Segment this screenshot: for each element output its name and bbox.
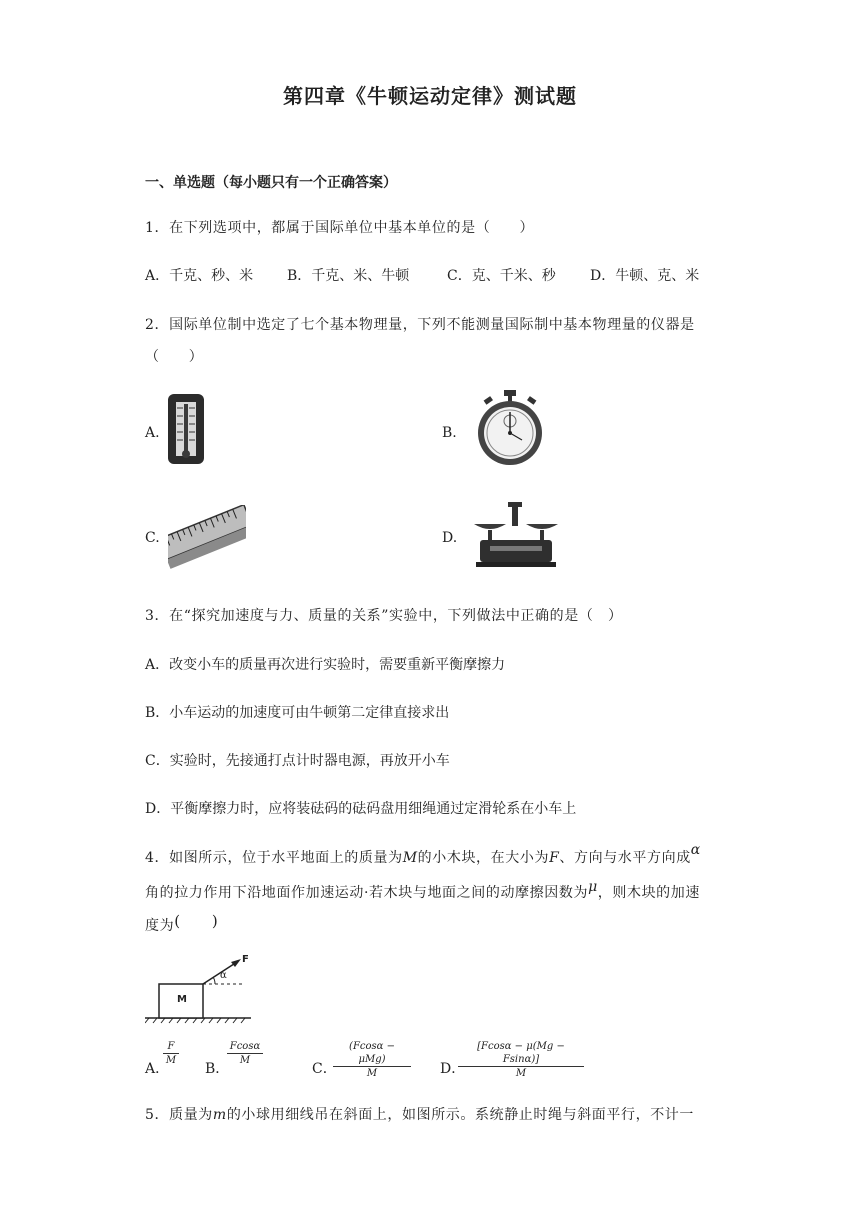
question-2-label-a: A. [145,425,160,441]
block-mass-label: M [177,994,187,1005]
ruler-icon [168,505,246,573]
question-1-option-d: D．牛顿、克、米 [590,268,700,284]
force-label: F [242,954,249,965]
question-1-option-a: A．千克、秒、米 [145,268,254,284]
question-4-stem-line3: 度为( ) [145,912,219,934]
question-4-option-d-label: D． [440,1061,466,1077]
section-heading: 一、单选题（每小题只有一个正确答案） [145,175,397,191]
symbol-small-mass: m [212,1107,227,1123]
question-2-label-b: B. [442,425,457,441]
question-1-option-b: B．千克、米、牛顿 [287,268,410,284]
question-2-stem-line2: （ ） [145,349,204,365]
question-4-option-b-label: B． [205,1061,230,1077]
angle-label: α [220,970,227,981]
question-1-stem: 1．在下列选项中，都属于国际单位中基本单位的是（ ） [145,220,535,236]
question-4-option-c-formula: (Fcosα − μMg) M [333,1040,411,1080]
question-4-option-d-formula: $\frac{[Fcos\alpha - \mu(Mg - Fsin\alpha)]}{M}$ [458,1040,584,1080]
question-2-label-c: C. [145,530,160,546]
question-3-option-b: B．小车运动的加速度可由牛顿第二定律直接求出 [145,705,450,721]
thermometer-icon [162,392,212,466]
question-4-option-b-formula: $\frac{Fcos\alpha}{M}$ [227,1040,263,1067]
question-4-option-a-formula: $\frac{F}{M}$ [163,1040,179,1067]
question-2-stem-line1: 2．国际单位制中选定了七个基本物理量，下列不能测量国际制中基本物理量的仪器是 [145,317,695,333]
question-3-option-d: D．平衡摩擦力时，应将装砝码的砝码盘用细绳通过定滑轮系在小车上 [145,801,577,817]
question-4-option-a-label: A． [145,1061,170,1077]
question-3-stem: 3．在“探究加速度与力、质量的关系”实验中，下列做法中正确的是（ ） [145,608,623,624]
question-5-stem-line1: 5．质量为m的小球用细线吊在斜面上，如图所示。系统静止时绳与斜面平行，不计一 [145,1107,695,1123]
question-3-option-a: A．改变小车的质量再次进行实验时，需要重新平衡摩擦力 [145,657,506,673]
block-force-diagram [145,952,255,1026]
question-4-stem-line1: 4．如图所示，位于水平地面上的质量为M的小木块，在大小为F、方向与水平方向成α [145,842,701,866]
symbol-mu: μ [588,879,598,895]
balance-scale-icon [470,500,562,570]
question-4-stem-line2: 角的拉力作用下沿地面作加速运动·若木块与地面之间的动摩擦因数为μ，则木块的加速 [145,879,700,901]
question-4-option-c-label: C． [312,1061,337,1077]
question-2-label-d: D. [442,530,458,546]
symbol-mass: M [402,850,418,866]
question-1-option-c: C．克、千米、秒 [447,268,556,284]
page-title: 第四章《牛顿运动定律》测试题 [283,84,577,108]
symbol-alpha: α [690,842,701,858]
symbol-force: F [549,850,560,866]
question-3-option-c: C．实验时，先接通打点计时器电源，再放开小车 [145,753,450,769]
stopwatch-icon [472,388,548,468]
